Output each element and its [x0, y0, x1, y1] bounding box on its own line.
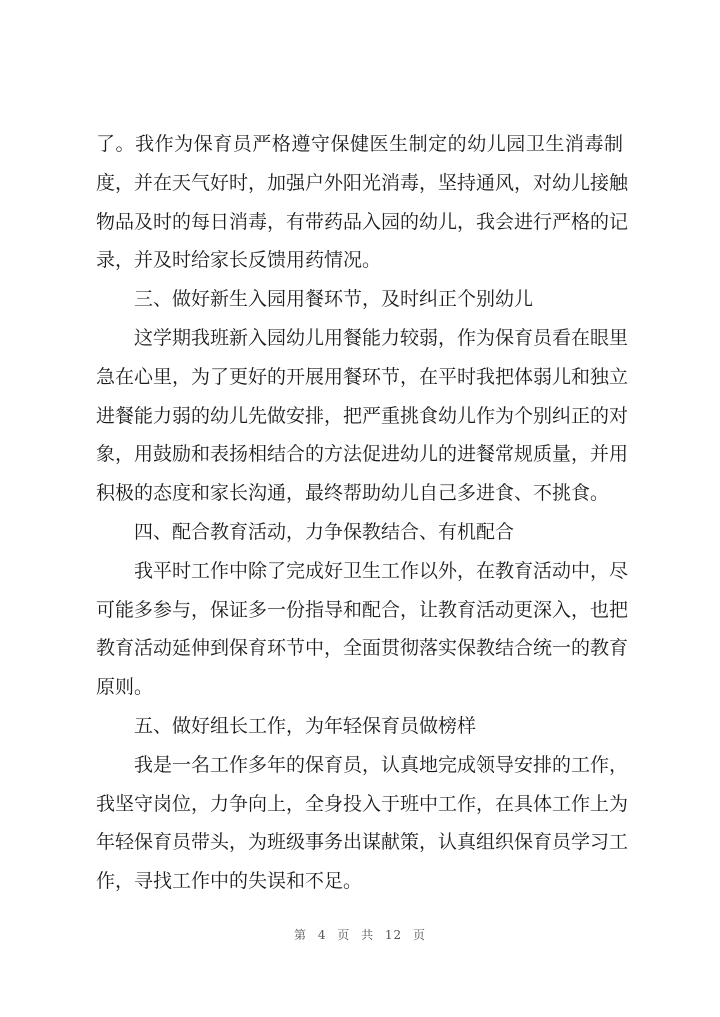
paragraph [96, 319, 629, 513]
text-line: 我是一名工作多年的保育员，认真地完成领导安排的工作， [134, 753, 629, 776]
text-line: 了。我作为保育员严格遵守保健医生制定的幼儿园卫生消毒制 [96, 133, 623, 155]
text-line: 四、配合教育活动，力争保教结合、有机配合 [134, 520, 515, 543]
page-footer: 第 4 页 共 12 页 [294, 928, 426, 942]
section-heading [96, 513, 623, 552]
text-line: 教育活动延伸到保育环节中，全面贯彻落实保教结合统一的教育 [96, 637, 629, 660]
text-line: 进餐能力弱的幼儿先做安排，把严重挑食幼儿作为个别纠正的对 [96, 404, 629, 427]
section-heading [96, 707, 623, 746]
text-line: 五、做好组长工作，为年轻保育员做榜样 [134, 714, 477, 737]
text-line: 作，寻找工作中的失误和不足。 [96, 870, 363, 893]
paragraph [96, 552, 629, 707]
text-line: 积极的态度和家长沟通，最终帮助幼儿自己多进食、不挑食。 [96, 482, 610, 505]
text-line: 可能多参与，保证多一份指导和配合，让教育活动更深入，也把 [96, 598, 629, 621]
text-line: 三、做好新生入园用餐环节，及时纠正个别幼儿 [134, 288, 534, 311]
text-line: 这学期我班新入园幼儿用餐能力较弱，作为保育员看在眼里 [134, 326, 629, 349]
text-line: 我坚守岗位，力争向上，全身投入于班中工作，在具体工作上为 [96, 792, 629, 815]
paragraph [96, 746, 629, 901]
paragraph [96, 125, 629, 280]
text-line: 象，用鼓励和表扬相结合的方法促进幼儿的进餐常规质量，并用 [96, 443, 629, 466]
text-line: 年轻保育员带头，为班级事务出谋献策，认真组织保育员学习工 [96, 831, 629, 854]
text-line: 原则。 [96, 676, 154, 699]
text-line: 我平时工作中除了完成好卫生工作以外，在教育活动中，尽 [134, 559, 629, 582]
document-body [96, 125, 629, 901]
text-line: 度，并在天气好时，加强户外阳光消毒，坚持通风，对幼儿接触 [96, 171, 629, 194]
text-line: 物品及时的每日消毒，有带药品入园的幼儿，我会进行严格的记 [96, 210, 629, 233]
text-line: 录，并及时给家长反馈用药情况。 [96, 249, 382, 272]
text-line: 急在心里，为了更好的开展用餐环节，在平时我把体弱儿和独立 [96, 365, 629, 388]
section-heading [96, 280, 623, 319]
